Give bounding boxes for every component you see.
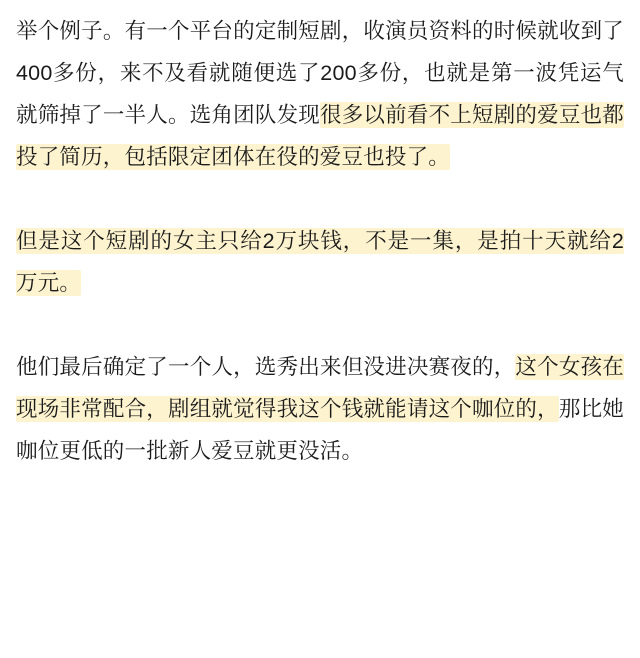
highlighted-text-run: 但是这个短剧的女主只给2万块钱，不是一集，是拍十天就给2万元。 [16, 229, 624, 295]
highlighted-text-run: 这个女孩在现场非常配合，剧组就觉得我这个钱就能请这个咖位的， [16, 355, 624, 421]
highlighted-text-run: 很多以前看不上短剧的爱豆也都投了简历，包括限定团体在役的爱豆也投了。 [16, 103, 624, 169]
paragraph-spacer [16, 304, 624, 346]
text-run: 举个例子。有一个平台的定制短剧，收演员资料的时候就收到了400多份，来不及看就随便选了200多份，也就是第一波凭运气就筛掉了一半人。选角团队发现 [16, 19, 624, 127]
paragraph-spacer [16, 178, 624, 220]
paragraph-3 [16, 346, 624, 472]
text-run: 那比她咖位更低的一批新人爱豆就更没活。 [16, 397, 624, 463]
paragraph-2 [16, 220, 624, 304]
paragraph-1 [16, 10, 624, 178]
text-run: 他们最后确定了一个人，选秀出来但没进决赛夜的， [16, 355, 516, 379]
